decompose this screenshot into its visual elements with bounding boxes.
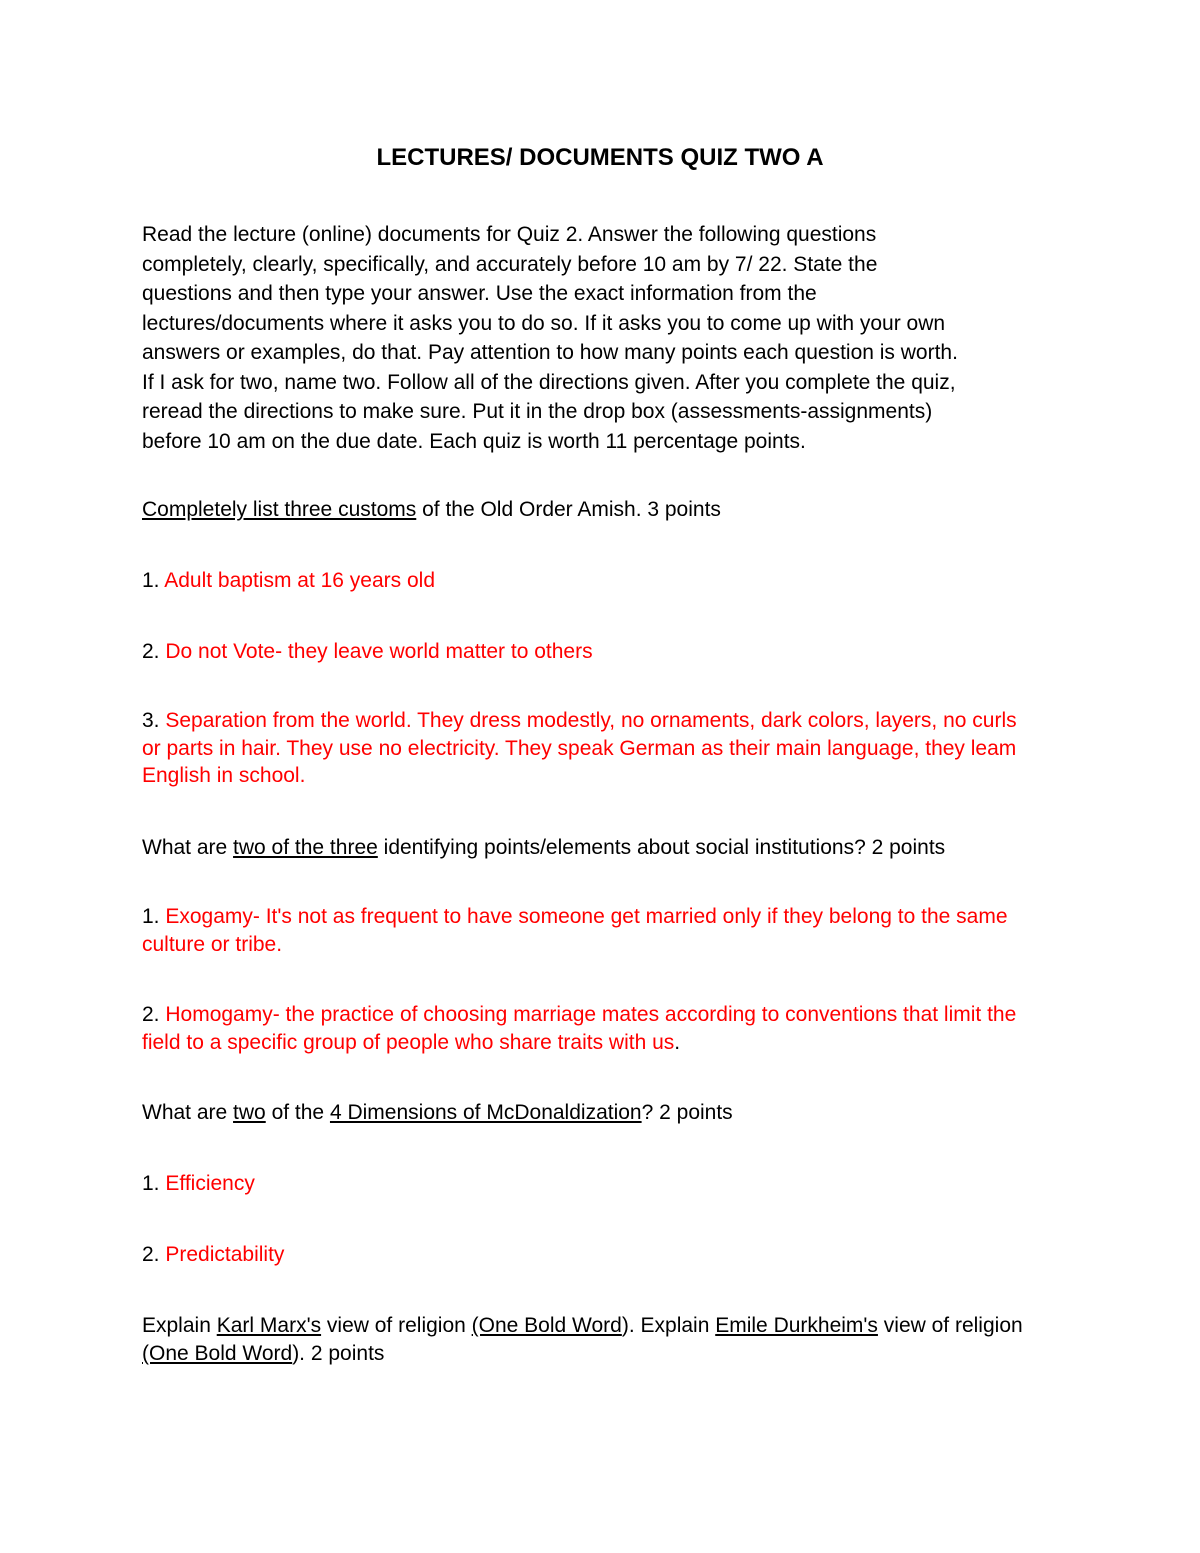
answer-number: 1. <box>142 569 165 592</box>
intro-line: completely, clearly, specifically, and accurately before 10 am by 7/ 22. State the <box>142 252 878 276</box>
answer-number: 3. <box>142 709 166 732</box>
question-3 <box>142 1098 1062 1128</box>
answer-text: Predictability <box>165 1243 285 1266</box>
answer-text: Do not Vote- they leave world matter to others <box>165 640 593 663</box>
question-3-underlined: two <box>233 1101 266 1124</box>
question-2-underlined: two of the three <box>233 836 378 859</box>
question-4-text: view of religion <box>877 1314 1023 1337</box>
question-3-text: What are <box>142 1101 234 1124</box>
intro-line: before 10 am on the due date. Each quiz is worth 11 percentage points. <box>142 429 806 453</box>
question-3-text: ? 2 points <box>641 1101 733 1124</box>
answer-text: field to a specific group of people who share traits with us <box>142 1030 675 1054</box>
answer-text: or parts in hair. They use no electricity. They speak German as their main language, they leam <box>142 736 1017 760</box>
answer-trailing-period: . <box>674 1030 681 1054</box>
question-1-underlined: Completely list three customs <box>142 498 417 521</box>
answer-2-2 <box>142 1001 1062 1056</box>
question-4-text: ). Explain <box>621 1314 716 1337</box>
answer-number: 2. <box>142 1003 166 1026</box>
answer-2-1 <box>142 903 1062 958</box>
question-4-underlined: Emile Durkheim's <box>715 1314 878 1337</box>
intro-line: reread the directions to make sure. Put it in the drop box (assessments-assignments) <box>142 400 933 423</box>
question-2-text: What are <box>142 836 234 859</box>
question-4-text: Explain <box>142 1314 217 1337</box>
answer-text: Separation from the world. They dress modestly, no ornaments, dark colors, layers, no curls <box>165 709 1017 732</box>
question-1-text: of the Old Order Amish. 3 points <box>416 498 721 521</box>
question-3-underlined: 4 Dimensions of McDonaldization <box>329 1101 642 1124</box>
answer-1-3 <box>142 707 1062 790</box>
intro-paragraph <box>142 220 1062 456</box>
question-2 <box>142 833 1062 863</box>
answer-number: 2. <box>142 1243 166 1266</box>
intro-line: Read the lecture (online) documents for Quiz 2. Answer the following questions <box>142 223 877 246</box>
question-2-text: identifying points/elements about social institutions? 2 points <box>377 836 946 859</box>
question-4-underlined: (One Bold Word <box>471 1314 622 1337</box>
answer-text: Exogamy- It's not as frequent to have someone get married only if they belong to the same <box>165 905 1008 928</box>
answer-number: 1. <box>142 905 166 928</box>
page-title: LECTURES/ DOCUMENTS QUIZ TWO A <box>376 144 824 171</box>
question-4-underlined: (One Bold Word <box>142 1341 293 1365</box>
answer-text: culture or tribe. <box>142 932 283 956</box>
answer-3-1 <box>142 1169 1062 1199</box>
question-4-underlined: Karl Marx's <box>216 1314 322 1337</box>
question-4 <box>142 1312 1062 1367</box>
answer-number: 2. <box>142 640 166 663</box>
answer-1-2 <box>142 637 1062 667</box>
intro-line: answers or examples, do that. Pay attention to how many points each question is worth. <box>142 341 958 364</box>
intro-line: lectures/documents where it asks you to do so. If it asks you to come up with your own <box>142 311 946 335</box>
answer-text: Adult baptism at 16 years old <box>164 569 436 592</box>
answer-number: 1. <box>142 1172 166 1195</box>
intro-line: questions and then type your answer. Use the exact information from the <box>142 282 817 305</box>
answer-1-1 <box>142 566 1062 596</box>
question-3-text: of the <box>265 1101 330 1124</box>
question-4-text: ). 2 points <box>292 1341 385 1365</box>
answer-text: English in school. <box>142 764 306 787</box>
answer-3-2 <box>142 1240 1062 1270</box>
intro-line: If I ask for two, name two. Follow all of the directions given. After you complete the quiz, <box>142 370 956 394</box>
answer-text: Homogamy- the practice of choosing marriage mates according to conventions that limit the <box>165 1003 1017 1026</box>
answer-text: Efficiency <box>165 1172 255 1195</box>
question-4-text: view of religion <box>321 1314 472 1337</box>
question-1 <box>142 495 1062 525</box>
